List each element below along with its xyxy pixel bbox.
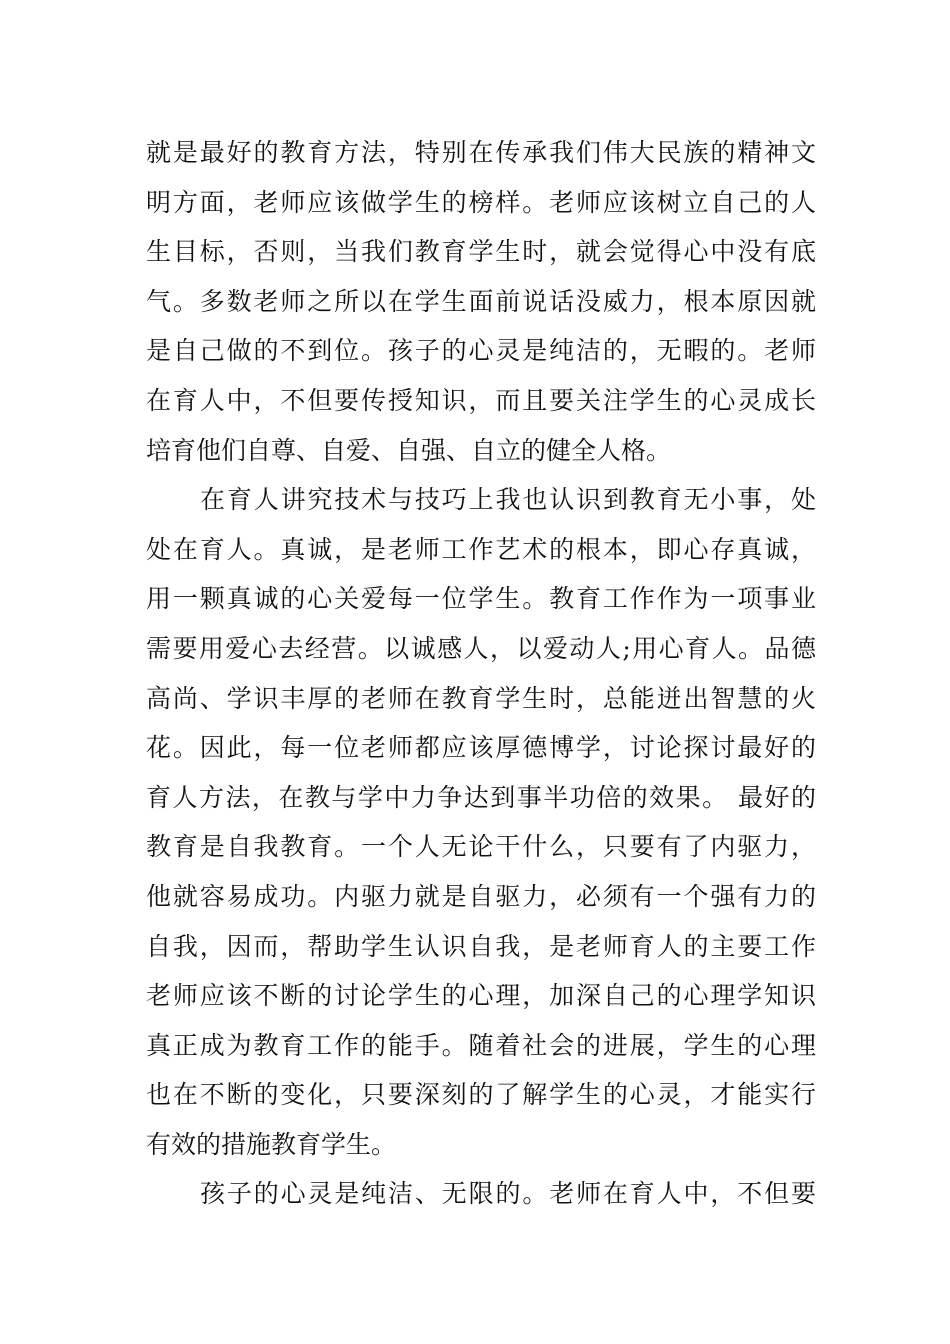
text-line: 需要用爱心去经营。以诚感人，以爱动人;用心育人。品德 [146, 633, 816, 663]
paragraph [146, 128, 816, 475]
paragraph [146, 475, 816, 1169]
text-line: 生目标，否则，当我们教育学生时，就会觉得心中没有底 [146, 237, 816, 267]
text-line: 用一颗真诚的心关爱每一位学生。教育工作作为一项事业 [146, 584, 816, 614]
text-line: 孩子的心灵是纯洁、无限的。老师在育人中，不但要 [200, 1179, 816, 1209]
text-line: 有效的措施教育学生。 [146, 1129, 397, 1159]
text-line: 在育人讲究技术与技巧上我也认识到教育无小事，处 [200, 485, 816, 515]
paragraph [146, 1169, 816, 1219]
text-line: 也在不断的变化，只要深刻的了解学生的心灵，才能实行 [146, 1080, 816, 1110]
text-line: 自我，因而，帮助学生认识自我，是老师育人的主要工作 [146, 931, 816, 961]
text-line: 真正成为教育工作的能手。随着社会的进展，学生的心理 [146, 1030, 816, 1060]
text-line: 明方面，老师应该做学生的榜样。老师应该树立自己的人 [146, 187, 816, 217]
text-line: 培育他们自尊、自爱、自强、自立的健全人格。 [146, 435, 672, 465]
text-line: 育人方法，在教与学中力争达到事半功倍的效果。 最好的 [146, 782, 816, 812]
text-line: 花。因此，每一位老师都应该厚德博学，讨论探讨最好的 [146, 733, 816, 763]
text-line: 气。多数老师之所以在学生面前说话没威力，根本原因就 [146, 286, 816, 316]
text-line: 处在育人。真诚，是老师工作艺术的根本，即心存真诚， [146, 534, 816, 564]
text-line: 老师应该不断的讨论学生的心理，加深自己的心理学知识 [146, 981, 816, 1011]
text-line: 在育人中，不但要传授知识，而且要关注学生的心灵成长 [146, 385, 816, 415]
text-line: 就是最好的教育方法，特别在传承我们伟大民族的精神文 [146, 138, 816, 167]
text-line: 是自己做的不到位。孩子的心灵是纯洁的，无暇的。老师 [146, 336, 816, 366]
body-text [146, 128, 816, 1219]
text-line: 他就容易成功。内驱力就是自驱力，必须有一个强有力的 [146, 881, 816, 911]
text-line: 教育是自我教育。一个人无论干什么，只要有了内驱力， [146, 832, 816, 862]
text-line: 高尚、学识丰厚的老师在教育学生时，总能迸出智慧的火 [146, 683, 816, 713]
